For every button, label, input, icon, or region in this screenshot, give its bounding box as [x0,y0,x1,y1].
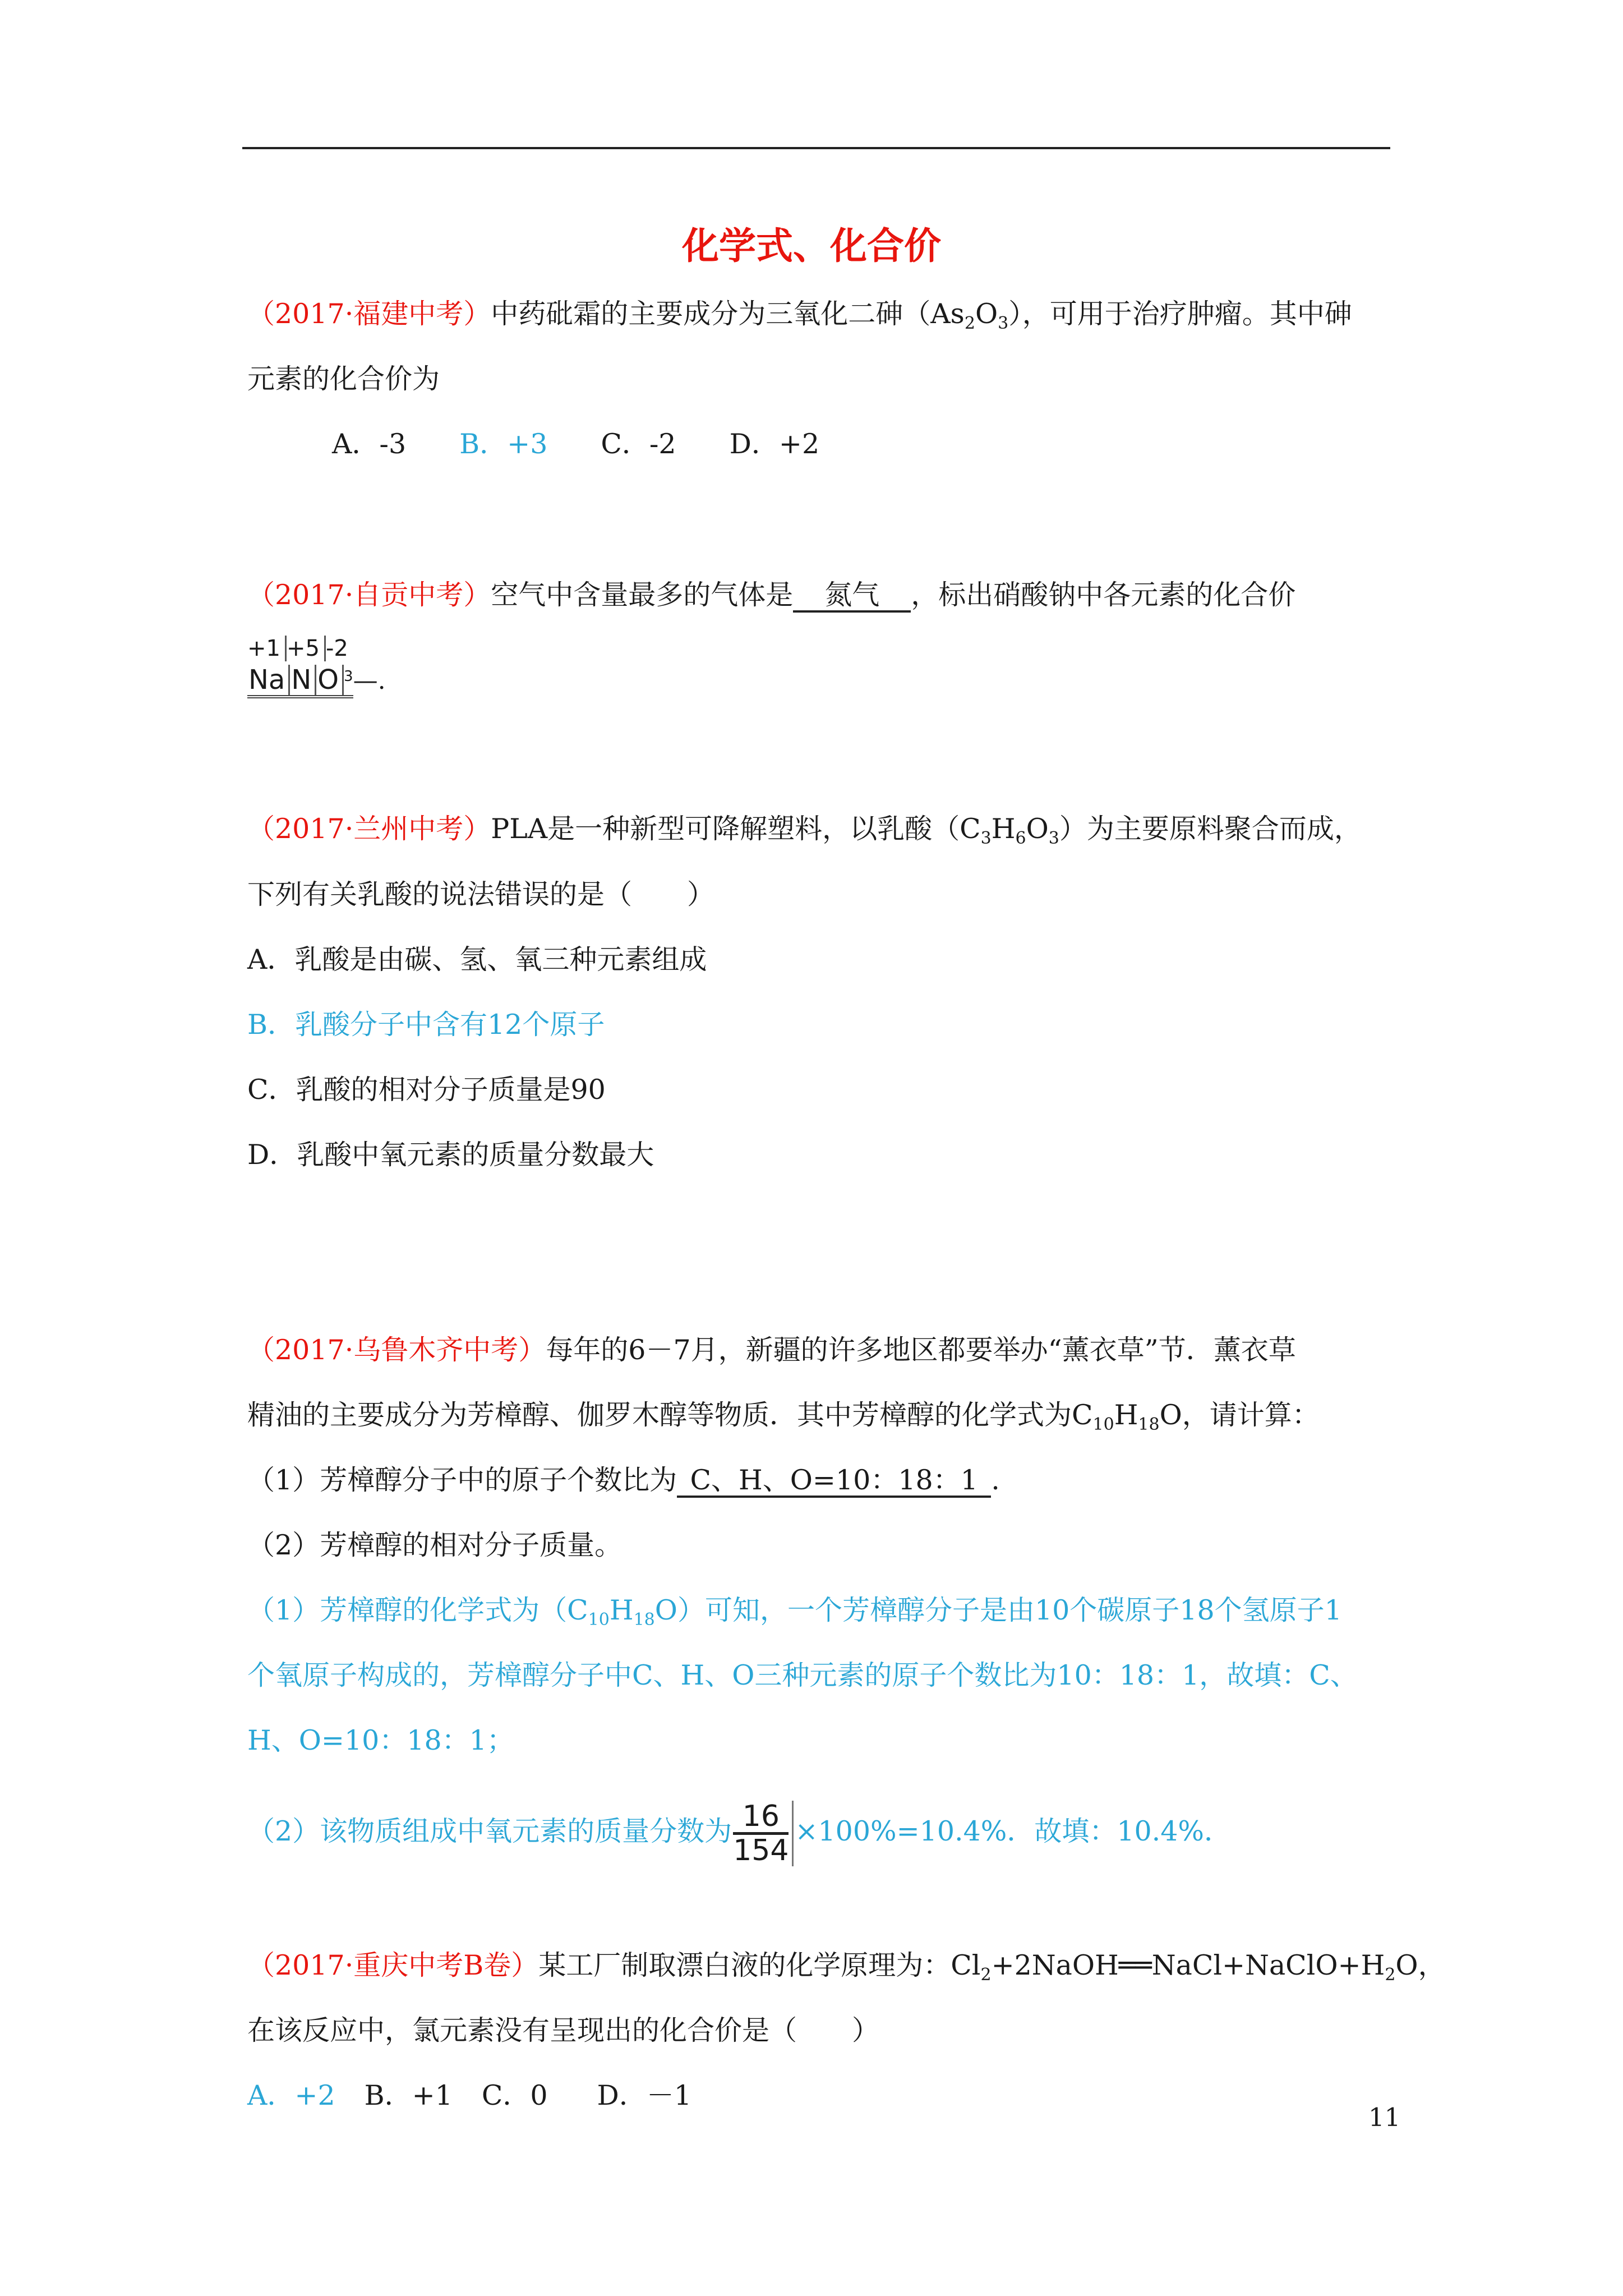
q4-text-a: 每年的6－7月，新疆的许多地区都要举办“薰衣草”节．薰衣草 [546,1334,1296,1366]
q4-part1-end: . [991,1464,1000,1496]
page-title: 化学式、化合价 [682,224,941,268]
q3-option-a: A．乳酸是由碳、氢、氧三种元素组成 [247,944,707,976]
q4-answer-1-line-1 [247,1594,1342,1637]
q5-sub-2: 2 [1385,1965,1396,1985]
q2-text-a: 空气中含量最多的气体是 [491,579,794,611]
q5-options [247,2079,691,2113]
q4-ans2-a: （2）该物质组成中氧元素的质量分数为 [247,1815,732,1847]
q5-option-b: B．+1 [364,2079,453,2111]
fraction-denominator: 154 [733,1834,789,1867]
q4-sub-h: 18 [1138,1415,1160,1434]
element-o-subscript: 3 [344,668,353,685]
q3-sub-1: 3 [980,829,992,848]
q5-text-b: +2NaOH══NaCl+NaClO+H [991,1949,1385,1981]
q4-ans1-el-h: H [609,1594,634,1626]
q4-ans2-b: ×100%=10.4%．故填：10.4%． [795,1815,1232,1847]
page-number: 11 [1368,2102,1401,2132]
q2-tail: —. [353,666,386,695]
valence-o: -2 [325,636,348,661]
q3-el-3: O [1026,813,1049,845]
q4-source: （2017·乌鲁木齐中考） [247,1334,546,1366]
q1-options [332,427,873,461]
q1-line-1 [247,297,1352,341]
q1-text-b: ），可用于治疗肿瘤。其中砷 [1008,298,1352,330]
q3-option-d: D．乳酸中氧元素的质量分数最大 [247,1139,654,1171]
q1-line-2: 元素的化合价为 [247,363,440,395]
q1-source: （2017·福建中考） [247,298,491,330]
q4-part-1 [247,1464,1000,1498]
q4-line-2 [247,1398,1320,1442]
q1-formula-el2: O [975,298,998,330]
q5-line-2: 在该反应中，氯元素没有呈现出的化合价是（ ） [247,2014,880,2046]
q4-ans1-a: （1）芳樟醇的化学式为（C [247,1594,588,1626]
q2-answer-blank: 氮气 [793,580,911,613]
q4-ans1-sub-c: 10 [588,1610,610,1630]
element-n: N [290,665,316,695]
element-o: O [316,665,344,695]
q2-valence-formula [247,636,386,698]
q3-line-2: 下列有关乳酸的说法错误的是（ ） [247,878,715,910]
q4-part1-label: （1）芳樟醇分子中的原子个数比为 [247,1464,677,1496]
q2-line-1 [247,578,1295,613]
q3-text-a: PLA是一种新型可降解塑料，以乳酸（C [491,813,981,845]
q5-option-a: A．+2 [247,2079,335,2111]
q5-sub-1: 2 [980,1965,992,1985]
q4-part-2: （2）芳樟醇的相对分子质量。 [247,1529,623,1561]
q3-sub-3: 3 [1048,829,1059,848]
q4-fraction [733,1801,794,1866]
q4-answer-1-line-3: H、O=10：18：1； [247,1724,514,1756]
q5-option-c: C．0 [481,2079,548,2111]
q5-text-c: O， [1395,1949,1446,1981]
q3-option-b: B．乳酸分子中含有12个原子 [247,1009,605,1041]
valence-numbers [247,636,386,661]
valence-n: +5 [287,636,326,661]
q1-formula-sub2: 3 [998,314,1009,333]
q4-answer-1-line-2: 个氧原子构成的，芳樟醇分子中C、H、O三种元素的原子个数比为10：18：1，故填：C、 [247,1659,1358,1691]
q1-option-d: D．+2 [729,428,820,460]
q4-part1-blank: C、H、O=10：18：1 [677,1465,991,1498]
q1-formula-el1: As [930,298,965,330]
q4-text-b1: 精油的主要成分为芳樟醇、伽罗木醇等物质．其中芳樟醇的化学式为C [247,1399,1093,1431]
q4-text-b2: O，请计算： [1159,1399,1320,1431]
q4-el-h: H [1114,1399,1138,1431]
valence-elements [247,661,353,698]
fraction-numerator: 16 [733,1801,789,1835]
element-na: Na [247,665,290,695]
q3-text-b: ）为主要原料聚合而成， [1059,813,1362,845]
q4-sub-c: 10 [1092,1415,1114,1434]
q3-line-1 [247,812,1362,855]
q4-answer-2 [247,1801,1232,1866]
q3-source: （2017·兰州中考） [247,813,491,845]
q5-line-1 [247,1949,1446,1992]
q4-ans1-b: O）可知，一个芳樟醇分子是由10个碳原子18个氢原子1 [654,1594,1342,1626]
q2-source: （2017·自贡中考） [247,579,491,611]
q5-source: （2017·重庆中考B卷） [247,1949,539,1981]
q4-ans1-sub-h: 18 [633,1610,655,1630]
q1-option-a: A．-3 [332,428,407,460]
q1-formula-sub1: 2 [964,314,975,333]
q3-el-2: H [991,813,1016,845]
valence-na: +1 [247,636,287,661]
q2-text-b: ，标出硝酸钠中各元素的化合价 [911,579,1296,611]
q1-option-b: B．+3 [459,428,548,460]
q3-option-c: C．乳酸的相对分子质量是90 [247,1074,606,1106]
header-rule [242,147,1390,149]
q4-line-1 [247,1333,1296,1367]
q3-sub-2: 6 [1015,829,1026,848]
q5-text-a: 某工厂制取漂白液的化学原理为：Cl [538,1949,981,1981]
q1-option-c: C．-2 [601,428,676,460]
q5-option-d: D．－1 [597,2079,692,2111]
q1-text-a: 中药砒霜的主要成分为三氧化二砷（ [491,298,931,330]
